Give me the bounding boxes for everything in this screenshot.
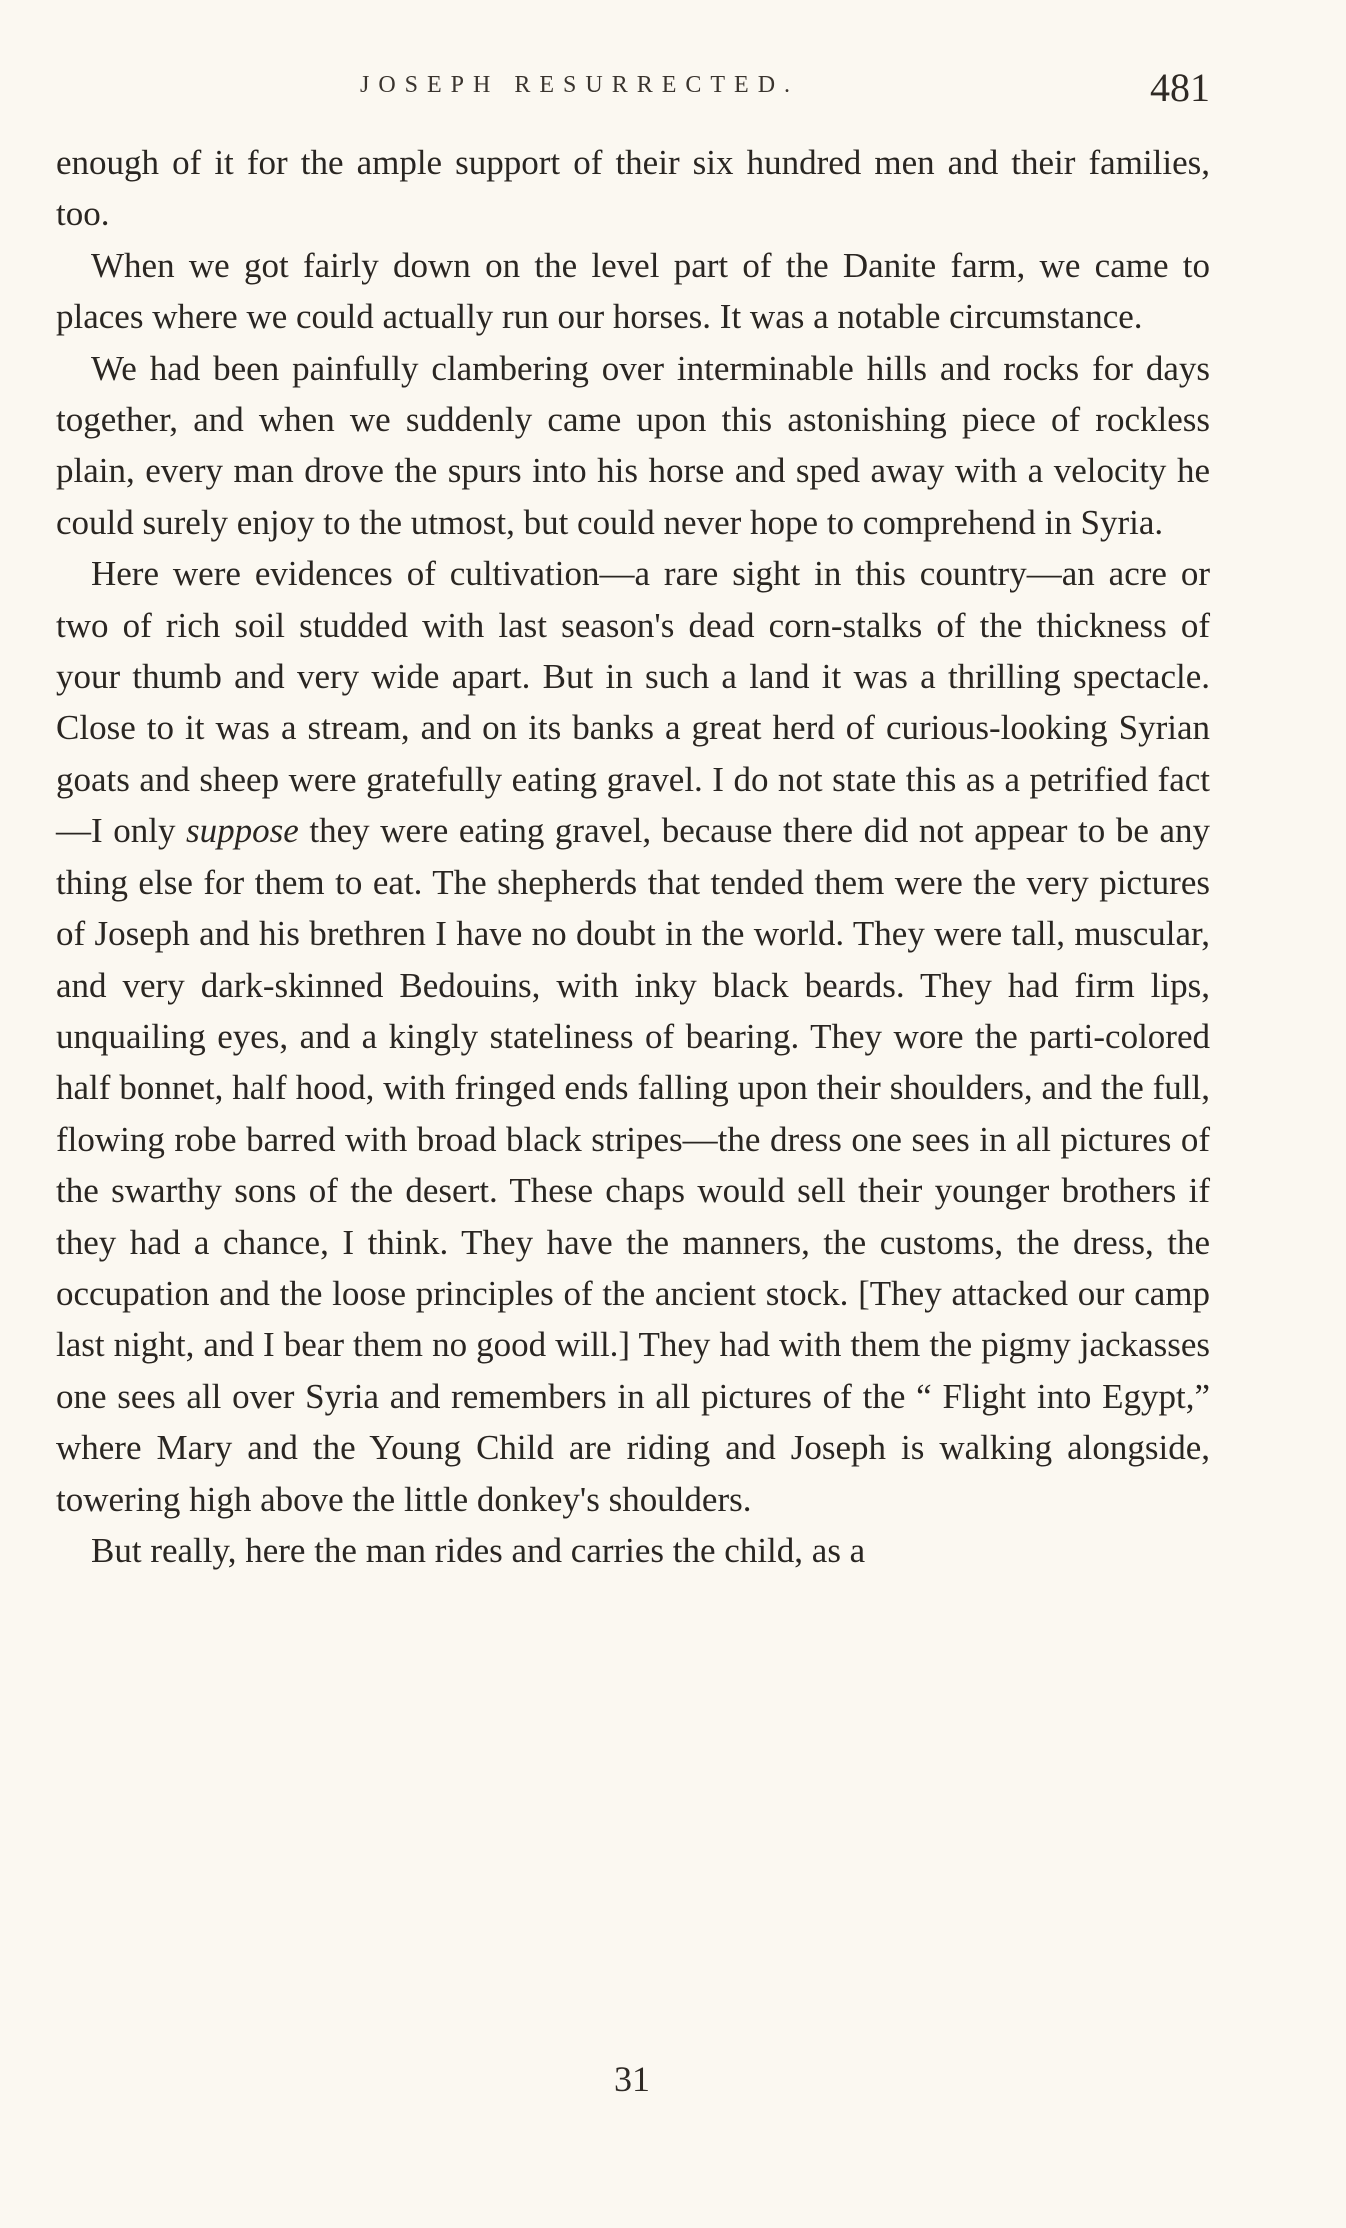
body-text — [56, 137, 1210, 1576]
paragraph-4-text-before: Here were evidences of cultivation—a rare sight in this country—an acre or two of rich soil studded with last season's dead corn-stalks of the thickness of your thumb and very wide apart. But in such a land it was a thrilling spectacle. Close to it was a stream, and on its banks a great herd of curious-looking Syrian goats and sheep were gratefully eating gravel. I do not state this as a petrified fact—I only — [56, 554, 1210, 851]
running-title: JOSEPH RESURRECTED. — [360, 72, 800, 98]
paragraph-4 — [56, 548, 1210, 1525]
emphasis-suppose: suppose — [186, 811, 299, 851]
paragraph-3: We had been painfully clambering over interminable hills and rocks for days together, and when we suddenly came upon this astonishing piece of rockless plain, every man drove the spurs into his horse and sped away with a velocity he could surely enjoy to the utmost, but could never hope to comprehend in Syria. — [56, 348, 1210, 542]
page-number: 481 — [1150, 65, 1210, 110]
paragraph-5: But really, here the man rides and carries the child, as a — [91, 1530, 866, 1570]
signature-mark: 31 — [614, 2059, 650, 2099]
paragraph-4-text-after: they were eating gravel, because there did not appear to be any thing else for them to eat. The shepherds that tended them were the very pictures of Joseph and his brethren I have no doubt in the world. They were tall, muscular, and very dark-skinned Bedouins, with inky black beards. They had firm lips, unquailing eyes, and a kingly stateliness of bearing. They wore the parti-colored half bonnet, half hood, with fringed ends falling upon their shoulders, and the full, flowing robe barred with broad black stripes—the dress one sees in all pictures of the swarthy sons of the desert. These chaps would sell their younger brothers if they had a chance, I think. They have the manners, the customs, the dress, the occupation and the loose principles of the ancient stock. [They attacked our camp last night, and I bear them no good will.] They had with them the pigmy jackasses one sees all over Syria and remembers in all pictures of the “ Flight into Egypt,” where Mary and the Young Child are riding and Joseph is walking alongside, towering high above the little donkey's shoulders. — [56, 811, 1210, 1519]
paragraph-2: When we got fairly down on the level part of the Danite farm, we came to places where we could actually run our horses. It was a notable circumstance. — [56, 245, 1210, 337]
running-head — [360, 65, 1210, 120]
paragraph-1: enough of it for the ample support of their six hundred men and their families, too. — [56, 143, 1210, 234]
